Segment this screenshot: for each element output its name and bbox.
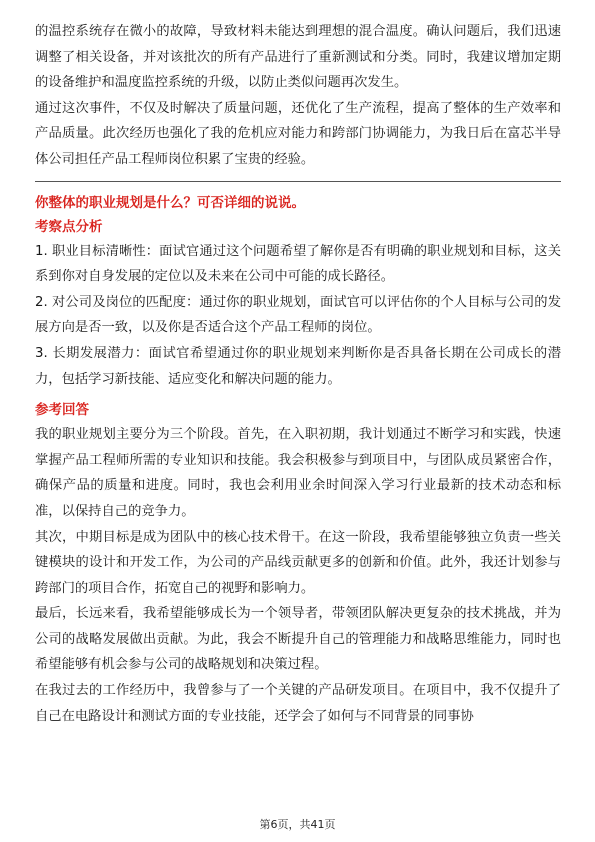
analysis-item-3: 3. 长期发展潜力：面试官希望通过你的职业规划来判断你是否具备长期在公司成长的潜力，包括学习新技能、适应变化和解决问题的能力。 xyxy=(35,345,561,387)
intro-paragraph-2: 通过这次事件，不仅及时解决了质量问题，还优化了生产流程，提高了整体的生产效率和产品质量。此次经历也强化了我的危机应对能力和跨部门协调能力，为我日后在富芯半导体公司担任产品工程师岗位积累了宝贵的经验。 xyxy=(35,100,561,167)
answer-paragraph-3: 最后，长远来看，我希望能够成长为一个领导者，带领团队解决更复杂的技术挑战，并为公司的战略发展做出贡献。为此，我会不断提升自己的管理能力和战略思维能力，同时也希望能够有机会参与公司的战略规划和决策过程。 xyxy=(35,606,561,673)
analysis-item-2: 2. 对公司及岗位的匹配度：通过你的职业规划，面试官可以评估你的个人目标与公司的发展方向是否一致，以及你是否适合这个产品工程师的岗位。 xyxy=(35,294,561,336)
intro-paragraph-1: 的温控系统存在微小的故障，导致材料未能达到理想的混合温度。确认问题后，我们迅速调整了相关设备，并对该批次的所有产品进行了重新测试和分类。同时，我建议增加定期的设备维护和温度监控系统的升级，以防止类似问题再次发生。 xyxy=(35,24,561,91)
page-number-footer: 第6页，共41页 xyxy=(259,818,336,831)
answer-paragraph-2: 其次，中期目标是成为团队中的核心技术骨干。在这一阶段，我希望能够独立负责一些关键模块的设计和开发工作，为公司的产品线贡献更多的创新和价值。此外，我还计划参与跨部门的项目合作，拓宽自己的视野和影响力。 xyxy=(35,529,561,596)
analysis-heading: 考察点分析 xyxy=(35,218,103,235)
analysis-item-1: 1. 职业目标清晰性：面试官通过这个问题希望了解你是否有明确的职业规划和目标，这关系到你对自身发展的定位以及未来在公司中可能的成长路径。 xyxy=(35,243,561,285)
page-content xyxy=(35,19,561,729)
interview-question: 你整体的职业规划是什么？可否详细的说说。 xyxy=(35,194,305,211)
section-divider xyxy=(35,181,561,182)
answer-paragraph-4: 在我过去的工作经历中，我曾参与了一个关键的产品研发项目。在项目中，我不仅提升了自己在电路设计和测试方面的专业技能，还学会了如何与不同背景的同事协 xyxy=(35,683,561,724)
answer-heading: 参考回答 xyxy=(35,402,89,419)
answer-paragraph-1: 我的职业规划主要分为三个阶段。首先，在入职初期，我计划通过不断学习和实践，快速掌握产品工程师所需的专业知识和技能。我会积极参与到项目中，与团队成员紧密合作，确保产品的质量和进度。同时，我也会利用业余时间深入学习行业最新的技术动态和标准，以保持自己的竞争力。 xyxy=(35,427,561,519)
